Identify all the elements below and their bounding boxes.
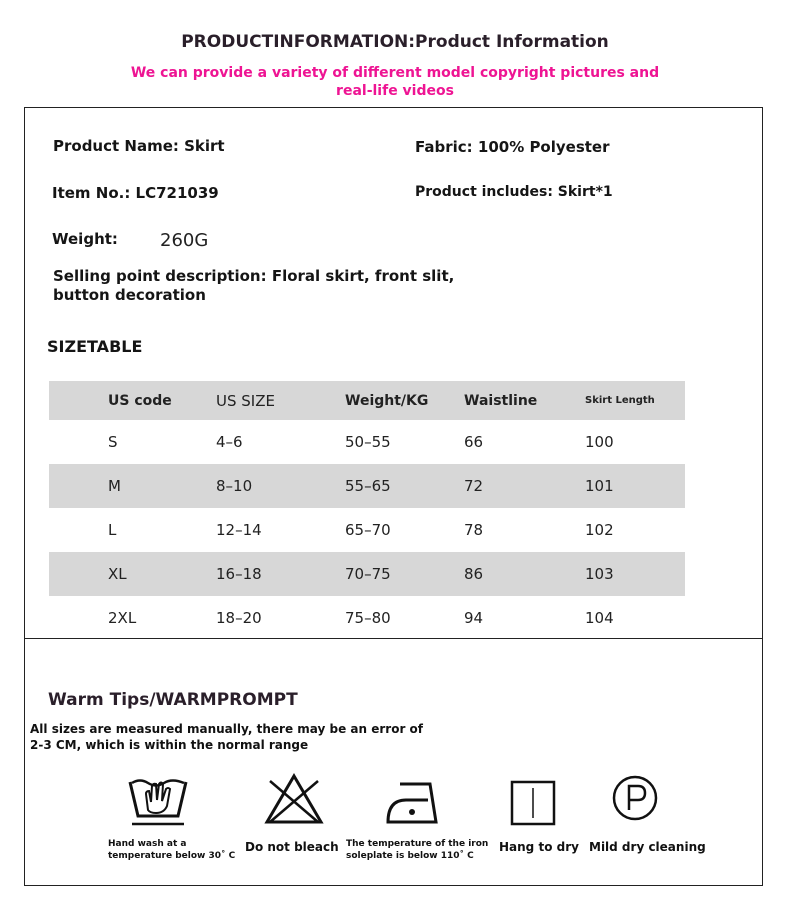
table-cell: 66 bbox=[464, 433, 484, 451]
product-name: Product Name: Skirt bbox=[53, 137, 225, 155]
table-cell: 4–6 bbox=[216, 433, 243, 451]
table-row bbox=[49, 552, 685, 596]
table-cell: L bbox=[108, 521, 117, 539]
size-table-title: SIZETABLE bbox=[47, 337, 143, 356]
table-cell: 16–18 bbox=[189, 552, 317, 596]
weight-value: 260G bbox=[160, 230, 209, 251]
table-cell: 86 bbox=[437, 552, 555, 596]
care-label-hand-wash: Hand wash at a temperature below 30˚ C bbox=[108, 839, 236, 861]
fabric: Fabric: 100% Polyester bbox=[415, 138, 610, 156]
table-cell: 101 bbox=[555, 464, 685, 508]
table-cell: 50–55 bbox=[345, 433, 391, 451]
header-us-size: US SIZE bbox=[189, 381, 317, 420]
care-label-dry-clean: Mild dry cleaning bbox=[589, 840, 706, 854]
care-label-hang-dry: Hang to dry bbox=[499, 840, 579, 854]
table-cell: 102 bbox=[585, 521, 614, 539]
item-number: Item No.: LC721039 bbox=[52, 184, 219, 202]
hang-dry-icon bbox=[510, 780, 556, 826]
table-cell: XL bbox=[49, 552, 189, 596]
page-subtitle: We can provide a variety of different model copyright pictures and real-life videos bbox=[130, 65, 660, 99]
table-cell: S bbox=[108, 433, 118, 451]
care-label-no-bleach: Do not bleach bbox=[245, 840, 339, 854]
table-cell: 72 bbox=[437, 464, 555, 508]
iron-icon bbox=[384, 780, 444, 826]
header-skirt-length: Skirt Length bbox=[555, 381, 685, 420]
selling-point: Selling point description: Floral skirt, front slit, button decoration bbox=[53, 267, 455, 304]
header-waistline: Waistline bbox=[437, 381, 555, 420]
table-cell: 94 bbox=[464, 609, 484, 627]
dry-clean-icon bbox=[611, 774, 659, 822]
table-cell: 78 bbox=[464, 521, 484, 539]
table-cell: 100 bbox=[585, 433, 614, 451]
warm-tips-text: All sizes are measured manually, there may be an error of 2-3 CM, which is within the normal range bbox=[30, 722, 423, 752]
page-title: PRODUCTINFORMATION:Product Information bbox=[181, 32, 609, 52]
weight-label: Weight: bbox=[52, 230, 118, 248]
header-weight: Weight/KG bbox=[317, 381, 437, 420]
no-bleach-icon bbox=[264, 773, 324, 825]
table-cell: 2XL bbox=[108, 609, 137, 627]
warm-tips-title: Warm Tips/WARMPROMPT bbox=[48, 690, 298, 710]
table-cell: 65–70 bbox=[345, 521, 391, 539]
table-cell: 70–75 bbox=[317, 552, 437, 596]
size-table-header bbox=[49, 381, 685, 420]
header-us-code: US code bbox=[49, 381, 189, 420]
table-cell: 12–14 bbox=[216, 521, 262, 539]
table-cell: M bbox=[49, 464, 189, 508]
hand-wash-icon bbox=[126, 772, 192, 828]
table-cell: 8–10 bbox=[189, 464, 317, 508]
table-cell: 18–20 bbox=[216, 609, 262, 627]
care-label-iron: The temperature of the iron soleplate is below 110˚ C bbox=[346, 839, 489, 861]
product-includes: Product includes: Skirt*1 bbox=[415, 184, 613, 200]
table-cell: 75–80 bbox=[345, 609, 391, 627]
size-table bbox=[49, 381, 685, 640]
table-row bbox=[49, 464, 685, 508]
table-cell: 104 bbox=[585, 609, 614, 627]
table-row bbox=[49, 420, 685, 464]
table-row bbox=[49, 596, 685, 640]
table-row bbox=[49, 508, 685, 552]
table-cell: 103 bbox=[555, 552, 685, 596]
table-cell: 55–65 bbox=[317, 464, 437, 508]
